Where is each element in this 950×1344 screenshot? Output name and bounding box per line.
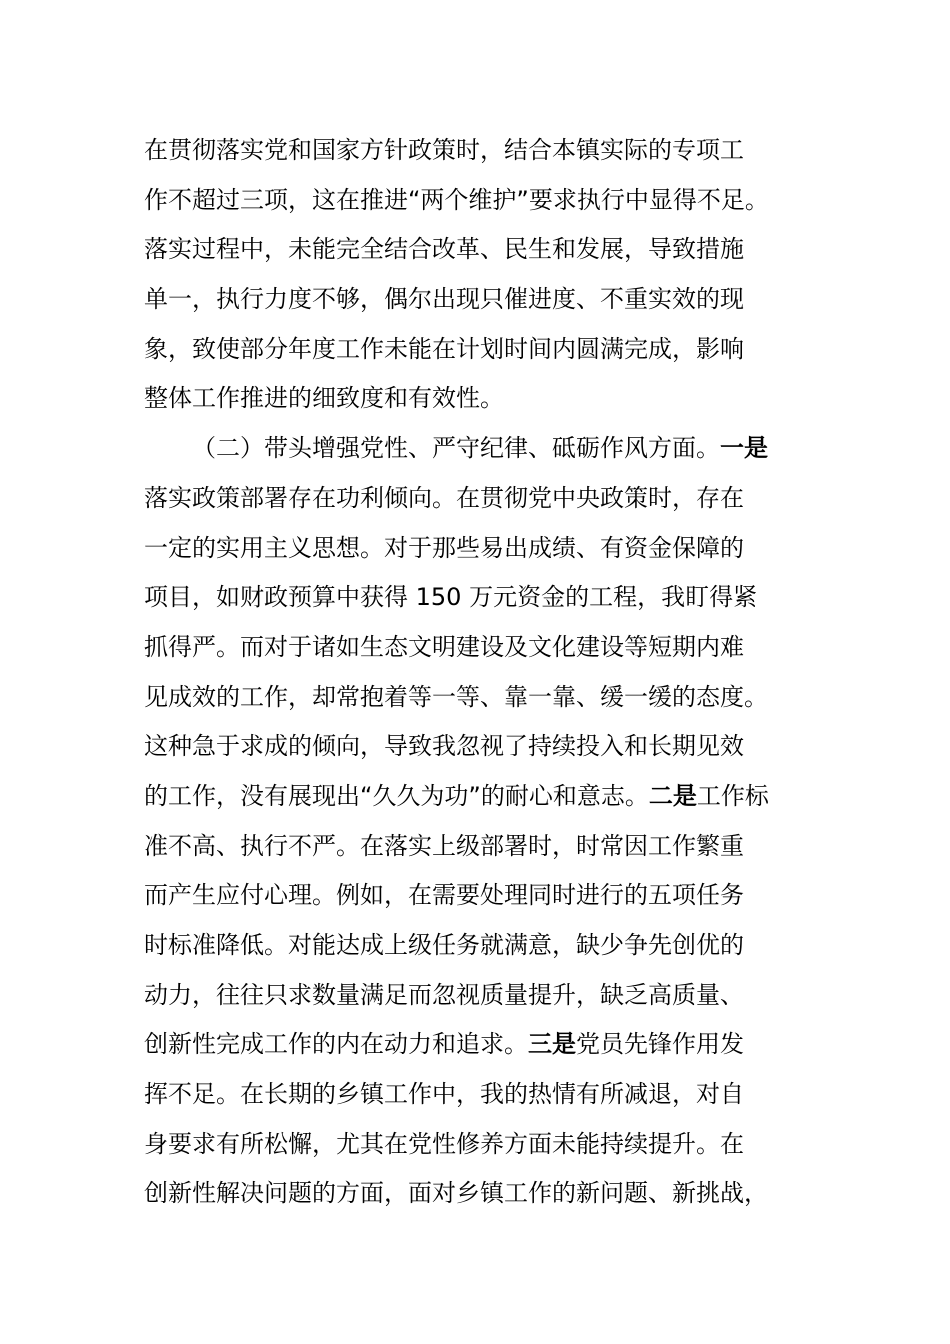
section-heading-line (144, 424, 814, 474)
text-line: 落实政策部署存在功利倾向。在贯彻党中央政策时，存在 (144, 483, 744, 512)
text-line: 整体工作推进的细致度和有效性。 (144, 384, 504, 413)
text-line: 创新性解决问题的方面，面对乡镇工作的新问题、新挑战， (144, 1179, 768, 1208)
text-line: 作不超过三项，这在推进“两个维护”要求执行中显得不足。 (144, 185, 769, 214)
text-line: 象，致使部分年度工作未能在计划时间内圆满完成，影响 (144, 334, 744, 363)
text-line: 时标准降低。对能达成上级任务就满意，缺少争先创优的 (144, 931, 744, 959)
text-line: 创新性完成工作的内在动力和追求。三是党员先锋作用发 (144, 1030, 744, 1059)
text-line: 挥不足。在长期的乡镇工作中，我的热情有所减退，对自 (144, 1080, 744, 1109)
text-line: 一定的实用主义思想。对于那些易出成绩、有资金保障的 (144, 533, 744, 562)
text-line: 这种急于求成的倾向，导致我忽视了持续投入和长期见效 (144, 732, 744, 761)
text-line: 准不高、执行不严。在落实上级部署时，时常因工作繁重 (144, 831, 744, 860)
text-line: 抓得严。而对于诸如生态文明建设及文化建设等短期内难 (144, 632, 744, 661)
text-line: 落实过程中，未能完全结合改革、民生和发展，导致措施 (144, 235, 744, 264)
bold-marker-third: 三是 (528, 1030, 576, 1059)
bold-marker-second: 二是 (648, 781, 697, 810)
text-line: 在贯彻落实党和国家方针政策时，结合本镇实际的专项工 (144, 136, 744, 164)
bold-marker-first: 一是 (720, 434, 768, 463)
text-line: 见成效的工作，却常抱着等一等、靠一靠、缓一缓的态度。 (144, 682, 768, 711)
text-line: 单一，执行力度不够，偶尔出现只催进度、不重实效的现 (144, 285, 744, 314)
document-body (144, 126, 814, 1219)
text-line: 而产生应付心理。例如，在需要处理同时进行的五项任务 (144, 881, 744, 910)
text-line: 动力，往往只求数量满足而忽视质量提升，缺乏高质量、 (144, 980, 744, 1009)
text-line: 项目，如财政预算中获得 150 万元资金的工程，我盯得紧 (144, 583, 758, 612)
text-line: 的工作，没有展现出“久久为功”的耐心和意志。二是工作标 (144, 781, 769, 810)
section-heading: （二）带头增强党性、严守纪律、砥砺作风方面。 (192, 434, 720, 463)
text-line: 身要求有所松懈，尤其在党性修养方面未能持续提升。在 (144, 1129, 744, 1158)
